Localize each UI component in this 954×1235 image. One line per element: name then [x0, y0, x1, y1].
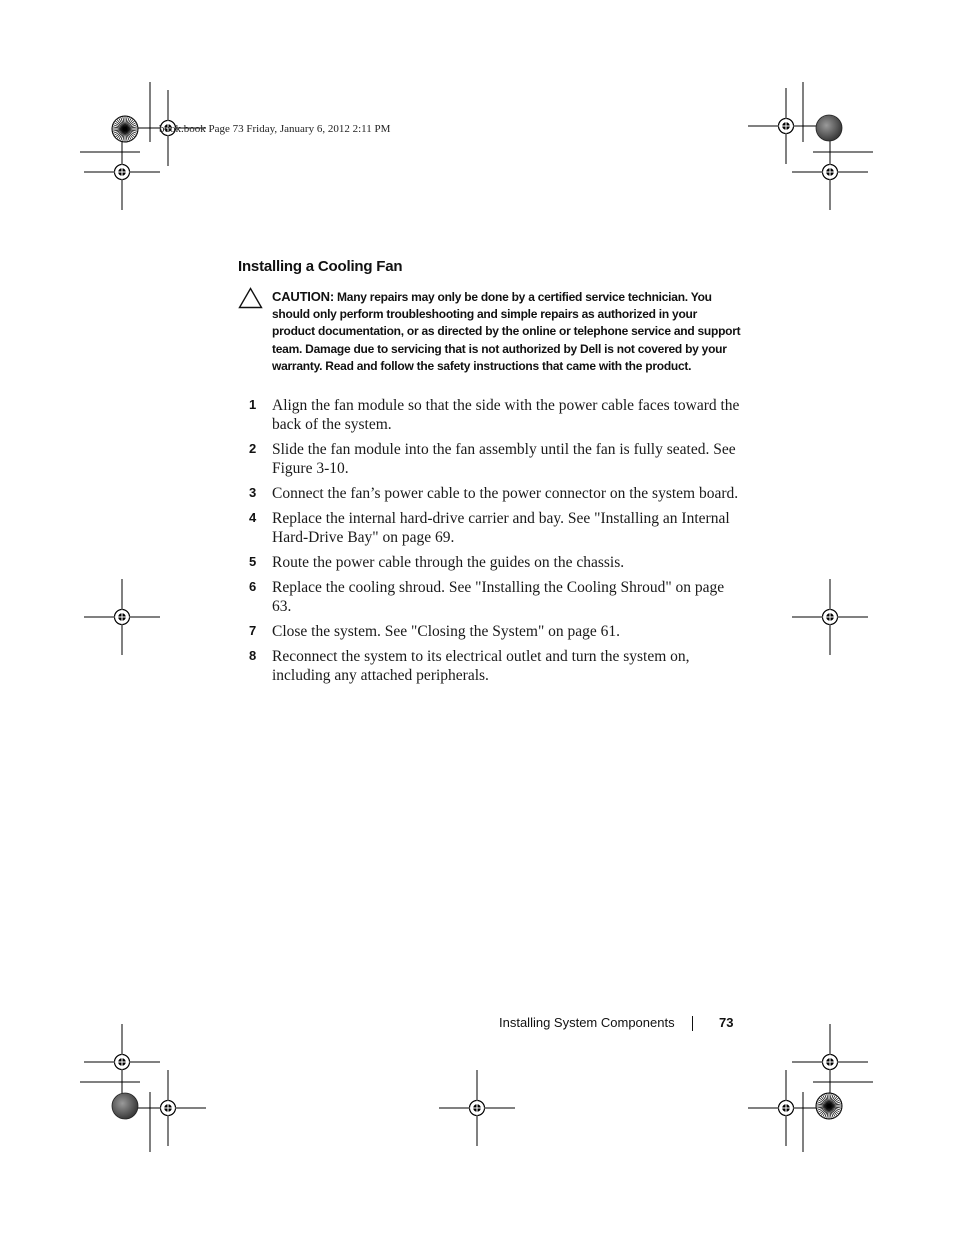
step-number: 8: [249, 647, 257, 663]
gray-dot-mark-icon: [112, 1093, 138, 1119]
starburst-mark-icon: [112, 116, 138, 142]
step-number: 7: [249, 622, 257, 638]
step-number: 1: [249, 397, 257, 412]
step-number: 4: [249, 509, 257, 525]
list-item: [249, 396, 749, 435]
footer-divider: [692, 1016, 693, 1031]
list-item: [249, 484, 749, 503]
procedure-steps: [249, 396, 749, 691]
print-header-stamp: book.book Page 73 Friday, January 6, 2012 2:11 PM: [159, 123, 391, 135]
step-number: 6: [249, 578, 257, 594]
step-number: 5: [249, 554, 257, 570]
step-text: Replace the cooling shroud. See "Installing the Cooling Shroud" on page 63.: [272, 578, 725, 616]
list-item: [249, 622, 749, 641]
step-text: Replace the internal hard-drive carrier and bay. See "Installing an Internal Hard-Drive Bay" on page 69.: [272, 509, 730, 547]
caution-text: Many repairs may only be done by a certified service technician. You should only perform troubleshooting and simple repairs as authorized in your product documentation, or as directed by the online or telephone service and support team. Damage due to servicing that is not authorized by Dell is not covered by your warranty. Read and follow the safety instructions that came with the product.: [272, 290, 741, 373]
step-text: Align the fan module so that the side with the power cable faces toward the back of the system.: [272, 397, 740, 434]
step-text: Route the power cable through the guides on the chassis.: [272, 554, 625, 572]
step-number: 3: [249, 485, 257, 501]
list-item: [249, 509, 749, 548]
step-text: Slide the fan module into the fan assembly until the fan is fully seated. See Figure 3-10.: [272, 441, 736, 478]
caution-notice: [272, 288, 742, 375]
page-number: 73: [719, 1015, 734, 1030]
section-title: Installing a Cooling Fan: [238, 258, 403, 275]
step-text: Reconnect the system to its electrical outlet and turn the system on, including any attached peripherals.: [272, 647, 690, 685]
step-text: Close the system. See "Closing the System" on page 61.: [272, 622, 621, 640]
list-item: [249, 578, 749, 617]
list-item: [249, 440, 749, 479]
footer-chapter-title: Installing System Components: [499, 1015, 675, 1030]
caution-label: CAUTION:: [272, 289, 334, 304]
step-number: 2: [249, 441, 257, 457]
list-item: [249, 647, 749, 686]
starburst-mark-icon: [816, 1093, 842, 1119]
list-item: [249, 553, 749, 572]
gray-dot-mark-icon: [816, 115, 842, 141]
step-text: Connect the fan’s power cable to the power connector on the system board.: [272, 485, 739, 503]
caution-triangle-icon: [238, 287, 263, 309]
